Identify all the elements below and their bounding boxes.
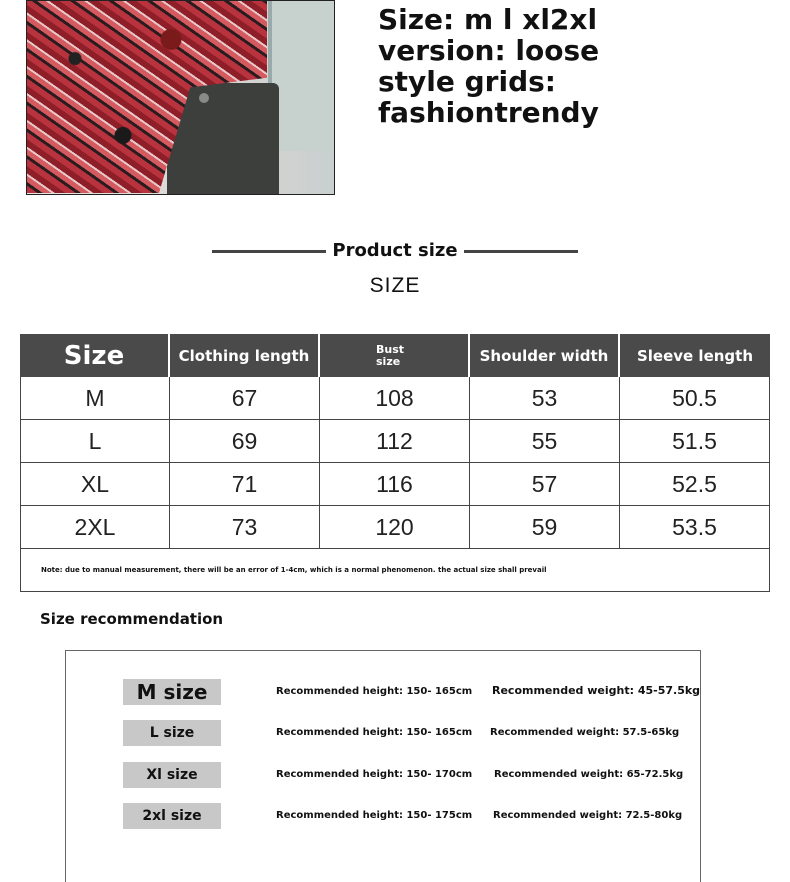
header-clothing-length: Clothing length [170, 334, 320, 377]
table-header-row [20, 334, 770, 377]
table-row [20, 506, 770, 549]
recommendation-box [65, 650, 701, 882]
cell-clothing-length: 67 [170, 377, 320, 420]
cell-shoulder: 55 [470, 420, 620, 463]
cell-size: L [20, 420, 170, 463]
cell-shoulder: 59 [470, 506, 620, 549]
cell-sleeve: 50.5 [620, 377, 770, 420]
recommended-weight: Recommended weight: 65-72.5kg [494, 769, 684, 780]
size-tag: M size [123, 679, 221, 705]
recommended-weight: Recommended weight: 72.5-80kg [493, 810, 683, 821]
recommendation-row-m [66, 679, 700, 709]
header-bust-size-word: size [376, 354, 401, 368]
recommended-height: Recommended height: 150- 170cm [276, 769, 473, 780]
cell-size: 2XL [20, 506, 170, 549]
heading-line-right [464, 250, 578, 253]
cell-size: M [20, 377, 170, 420]
header-sleeve-length: Sleeve length [620, 334, 770, 377]
cell-sleeve: 51.5 [620, 420, 770, 463]
size-tag: Xl size [123, 762, 221, 788]
recommendation-row-l [66, 720, 700, 750]
recommended-height: Recommended height: 150- 165cm [276, 686, 473, 697]
header-size: Size [20, 334, 170, 377]
cell-size: XL [20, 463, 170, 506]
table-row [20, 420, 770, 463]
cell-bust: 112 [320, 420, 470, 463]
measurement-note: Note: due to manual measurement, there will be an error of 1-4cm, which is a normal phenomenon. the actual size shall prevail [20, 549, 770, 592]
cell-clothing-length: 69 [170, 420, 320, 463]
cell-shoulder: 53 [470, 377, 620, 420]
cell-shoulder: 57 [470, 463, 620, 506]
table-row [20, 463, 770, 506]
table-row [20, 377, 770, 420]
size-tag: 2xl size [123, 803, 221, 829]
cell-clothing-length: 73 [170, 506, 320, 549]
recommended-height: Recommended height: 150- 175cm [276, 810, 473, 821]
cell-clothing-length: 71 [170, 463, 320, 506]
size-tag: L size [123, 720, 221, 746]
header-shoulder-width: Shoulder width [470, 334, 620, 377]
product-size-title: Product size [332, 240, 458, 261]
info-size: Size: m l xl2xl [378, 3, 598, 36]
recommended-height: Recommended height: 150- 165cm [276, 727, 473, 738]
photo-jeans-button [199, 93, 209, 103]
recommended-weight: Recommended weight: 57.5-65kg [490, 727, 680, 738]
cell-sleeve: 52.5 [620, 463, 770, 506]
recommendation-title: Size recommendation [40, 610, 224, 628]
size-table [20, 334, 770, 592]
recommendation-row-2xl [66, 803, 700, 833]
cell-bust: 116 [320, 463, 470, 506]
header-bust-size [320, 334, 470, 377]
product-photo [26, 0, 335, 195]
cell-sleeve: 53.5 [620, 506, 770, 549]
recommendation-row-xl [66, 762, 700, 792]
product-info [378, 4, 599, 128]
product-size-subtitle: SIZE [369, 274, 421, 297]
info-style-value: fashiontrendy [378, 96, 599, 129]
info-version: version: loose [378, 34, 600, 67]
recommended-weight: Recommended weight: 45-57.5kg [492, 684, 701, 697]
cell-bust: 108 [320, 377, 470, 420]
header-bust: Bust [376, 342, 405, 356]
info-style: style grids: [378, 65, 556, 98]
cell-bust: 120 [320, 506, 470, 549]
heading-line-left [212, 250, 326, 253]
